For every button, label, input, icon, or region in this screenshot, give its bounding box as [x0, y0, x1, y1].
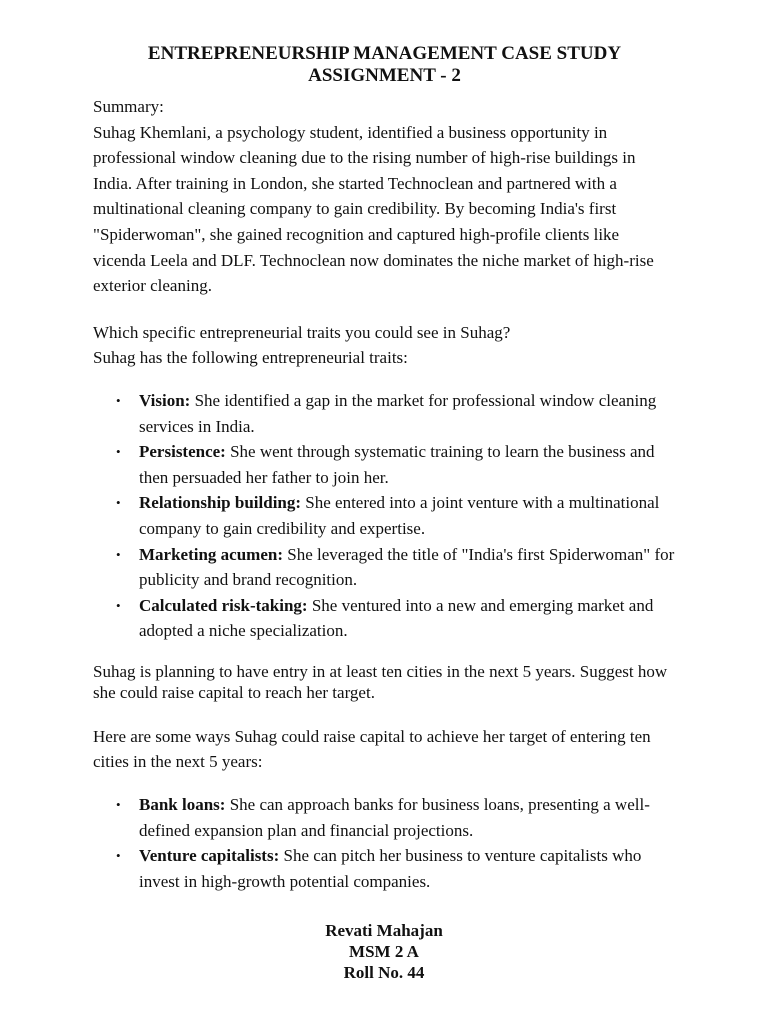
list-item	[93, 490, 676, 541]
traits-list	[93, 388, 676, 644]
summary-text: Suhag Khemlani, a psychology student, identified a business opportunity in professional window cleaning due to the rising number of high-rise buildings in India. After training in London, she started Technoclean and partnered with a multinational cleaning company to gain credibility. By becoming India's first "Spiderwoman", she gained recognition and captured high-profile clients like vicenda Leela and DLF. Technoclean now dominates the niche market of high-rise exterior cleaning.	[93, 122, 654, 296]
trait-term: Marketing acumen:	[139, 544, 284, 564]
capital-list	[93, 792, 676, 894]
author-roll: Roll No. 44	[343, 963, 425, 982]
list-item	[93, 792, 676, 843]
bullet-icon: •	[116, 848, 121, 864]
bullet-icon: •	[116, 597, 121, 613]
bullet-icon: •	[116, 495, 121, 511]
bullet-icon: •	[116, 392, 121, 408]
author-name: Revati Mahajan	[325, 921, 443, 940]
trait-text: She identified a gap in the market for professional window cleaning services in India.	[139, 390, 657, 436]
trait-text: She leveraged the title of "India's first Spiderwoman" for publicity and brand recognition.	[139, 544, 675, 590]
title-block	[93, 0, 676, 87]
trait-term: Vision:	[139, 390, 191, 410]
list-item	[93, 593, 676, 644]
traits-question: Which specific entrepreneurial traits you could see in Suhag?	[93, 322, 511, 342]
author-class: MSM 2 A	[349, 942, 419, 961]
list-item	[93, 843, 676, 894]
trait-term: Persistence:	[139, 442, 226, 462]
bullet-icon: •	[116, 797, 121, 813]
traits-intro: Suhag has the following entrepreneurial traits:	[93, 348, 408, 368]
trait-term: Relationship building:	[139, 493, 302, 513]
title-line-2: ASSIGNMENT - 2	[308, 65, 461, 86]
list-item	[93, 439, 676, 490]
summary-label: Summary:	[93, 97, 164, 116]
capital-intro: Here are some ways Suhag could raise capital to achieve her target of entering ten cities in the next 5 years:	[93, 726, 651, 772]
list-item	[93, 388, 676, 439]
capital-term: Bank loans:	[139, 795, 226, 815]
trait-text: She entered into a joint venture with a multinational company to gain credibility and expertise.	[139, 493, 660, 538]
capital-question: Suhag is planning to have entry in at least ten cities in the next 5 years. Suggest how she could raise capital to reach her target.	[93, 661, 668, 702]
signature-block	[0, 920, 768, 983]
trait-term: Calculated risk-taking:	[139, 595, 308, 615]
trait-text: She ventured into a new and emerging market and adopted a niche specialization.	[139, 595, 654, 641]
capital-text: She can pitch her business to venture capitalists who invest in high-growth potential companies.	[139, 846, 642, 891]
bullet-icon: •	[116, 546, 121, 562]
capital-text: She can approach banks for business loans, presenting a well-defined expansion plan and financial projections.	[139, 795, 650, 840]
trait-text: She went through systematic training to learn the business and then persuaded her father to join her.	[139, 442, 655, 487]
title-line-1: ENTREPRENEURSHIP MANAGEMENT CASE STUDY	[147, 43, 622, 64]
bullet-icon: •	[116, 444, 121, 460]
capital-term: Venture capitalists:	[139, 846, 280, 866]
list-item	[93, 542, 676, 593]
spacer	[93, 299, 676, 320]
